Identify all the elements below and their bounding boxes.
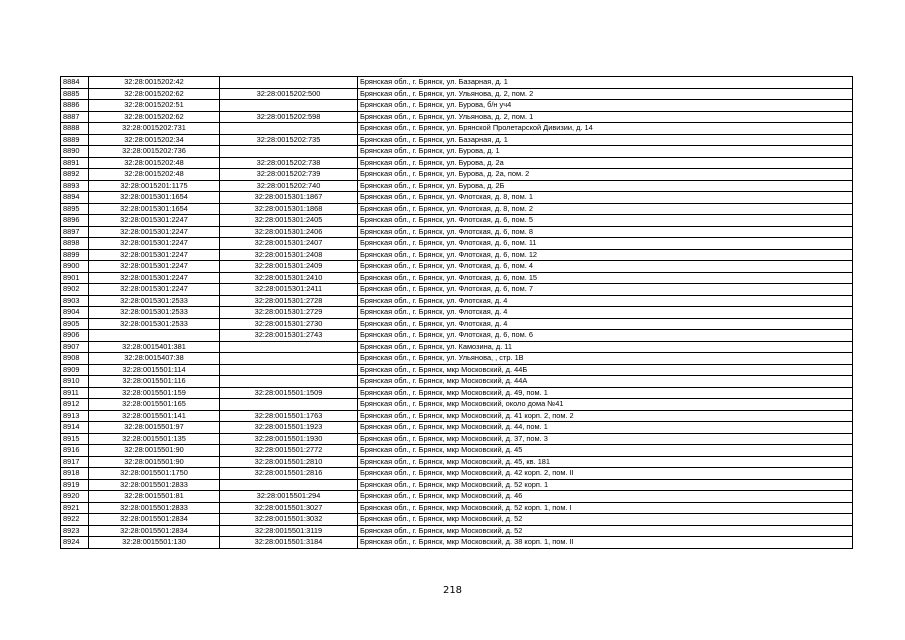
table-row xyxy=(61,77,853,89)
table-row xyxy=(61,422,853,434)
row-number-cell: 8892 xyxy=(61,169,89,181)
address-cell: Брянская обл., г. Брянск, ул. Бурова, б/н уч4 xyxy=(358,100,853,112)
table-row xyxy=(61,456,853,468)
object-cadastral-number-cell: 32:28:0015301:2406 xyxy=(220,226,358,238)
land-cadastral-number-cell: 32:28:0015401:381 xyxy=(89,341,220,353)
row-number-cell: 8913 xyxy=(61,410,89,422)
land-cadastral-number-cell: 32:28:0015202:736 xyxy=(89,146,220,158)
table-row xyxy=(61,330,853,342)
row-number-cell: 8924 xyxy=(61,537,89,549)
object-cadastral-number-cell: 32:28:0015501:1923 xyxy=(220,422,358,434)
table-row xyxy=(61,353,853,365)
land-cadastral-number-cell: 32:28:0015501:1750 xyxy=(89,468,220,480)
registry-table-body xyxy=(61,77,853,549)
object-cadastral-number-cell: 32:28:0015501:1509 xyxy=(220,387,358,399)
table-row xyxy=(61,215,853,227)
address-cell: Брянская обл., г. Брянск, ул. Флотская, д. 6, пом. 7 xyxy=(358,284,853,296)
object-cadastral-number-cell: 32:28:0015301:1867 xyxy=(220,192,358,204)
row-number-cell: 8923 xyxy=(61,525,89,537)
row-number-cell: 8885 xyxy=(61,88,89,100)
row-number-cell: 8896 xyxy=(61,215,89,227)
object-cadastral-number-cell: 32:28:0015301:2730 xyxy=(220,318,358,330)
land-cadastral-number-cell xyxy=(89,330,220,342)
row-number-cell: 8884 xyxy=(61,77,89,89)
table-row xyxy=(61,169,853,181)
table-row xyxy=(61,226,853,238)
object-cadastral-number-cell: 32:28:0015202:738 xyxy=(220,157,358,169)
row-number-cell: 8902 xyxy=(61,284,89,296)
object-cadastral-number-cell: 32:28:0015301:2410 xyxy=(220,272,358,284)
object-cadastral-number-cell: 32:28:0015501:1930 xyxy=(220,433,358,445)
address-cell: Брянская обл., г. Брянск, мкр Московский, д. 42 корп. 2, пом. II xyxy=(358,468,853,480)
land-cadastral-number-cell: 32:28:0015301:2247 xyxy=(89,215,220,227)
land-cadastral-number-cell: 32:28:0015202:62 xyxy=(89,111,220,123)
address-cell: Брянская обл., г. Брянск, мкр Московский, д. 52 корп. 1 xyxy=(358,479,853,491)
land-cadastral-number-cell: 32:28:0015501:2833 xyxy=(89,502,220,514)
row-number-cell: 8901 xyxy=(61,272,89,284)
address-cell: Брянская обл., г. Брянск, мкр Московский, д. 44, пом. 1 xyxy=(358,422,853,434)
address-cell: Брянская обл., г. Брянск, ул. Брянской Пролетарской Дивизии, д. 14 xyxy=(358,123,853,135)
object-cadastral-number-cell xyxy=(220,353,358,365)
address-cell: Брянская обл., г. Брянск, ул. Базарная, д. 1 xyxy=(358,77,853,89)
land-cadastral-number-cell: 32:28:0015501:165 xyxy=(89,399,220,411)
row-number-cell: 8891 xyxy=(61,157,89,169)
row-number-cell: 8903 xyxy=(61,295,89,307)
row-number-cell: 8922 xyxy=(61,514,89,526)
table-row xyxy=(61,387,853,399)
row-number-cell: 8906 xyxy=(61,330,89,342)
address-cell: Брянская обл., г. Брянск, мкр Московский, д. 41 корп. 2, пом. 2 xyxy=(358,410,853,422)
table-row xyxy=(61,514,853,526)
object-cadastral-number-cell: 32:28:0015501:2772 xyxy=(220,445,358,457)
address-cell: Брянская обл., г. Брянск, ул. Флотская, д. 6, пом. 6 xyxy=(358,330,853,342)
address-cell: Брянская обл., г. Брянск, ул. Флотская, д. 6, пом. 4 xyxy=(358,261,853,273)
object-cadastral-number-cell: 32:28:0015501:2810 xyxy=(220,456,358,468)
land-cadastral-number-cell: 32:28:0015501:2834 xyxy=(89,525,220,537)
table-row xyxy=(61,341,853,353)
object-cadastral-number-cell: 32:28:0015202:739 xyxy=(220,169,358,181)
object-cadastral-number-cell: 32:28:0015202:598 xyxy=(220,111,358,123)
object-cadastral-number-cell xyxy=(220,146,358,158)
table-row xyxy=(61,238,853,250)
object-cadastral-number-cell xyxy=(220,77,358,89)
land-cadastral-number-cell: 32:28:0015301:2247 xyxy=(89,261,220,273)
row-number-cell: 8918 xyxy=(61,468,89,480)
address-cell: Брянская обл., г. Брянск, ул. Бурова, д. 2а xyxy=(358,157,853,169)
land-cadastral-number-cell: 32:28:0015301:2533 xyxy=(89,307,220,319)
object-cadastral-number-cell: 32:28:0015202:740 xyxy=(220,180,358,192)
object-cadastral-number-cell: 32:28:0015501:3184 xyxy=(220,537,358,549)
land-cadastral-number-cell: 32:28:0015202:42 xyxy=(89,77,220,89)
row-number-cell: 8917 xyxy=(61,456,89,468)
address-cell: Брянская обл., г. Брянск, ул. Флотская, д. 6, пом. 15 xyxy=(358,272,853,284)
row-number-cell: 8921 xyxy=(61,502,89,514)
land-cadastral-number-cell: 32:28:0015501:90 xyxy=(89,445,220,457)
address-cell: Брянская обл., г. Брянск, ул. Флотская, д. 8, пом. 2 xyxy=(358,203,853,215)
table-row xyxy=(61,364,853,376)
land-cadastral-number-cell: 32:28:0015301:1654 xyxy=(89,192,220,204)
object-cadastral-number-cell: 32:28:0015501:3032 xyxy=(220,514,358,526)
row-number-cell: 8894 xyxy=(61,192,89,204)
table-row xyxy=(61,537,853,549)
address-cell: Брянская обл., г. Брянск, мкр Московский, д. 45, кв. 181 xyxy=(358,456,853,468)
row-number-cell: 8897 xyxy=(61,226,89,238)
land-cadastral-number-cell: 32:28:0015501:2834 xyxy=(89,514,220,526)
object-cadastral-number-cell: 32:28:0015301:2409 xyxy=(220,261,358,273)
object-cadastral-number-cell: 32:28:0015301:2411 xyxy=(220,284,358,296)
land-cadastral-number-cell: 32:28:0015202:62 xyxy=(89,88,220,100)
row-number-cell: 8904 xyxy=(61,307,89,319)
row-number-cell: 8898 xyxy=(61,238,89,250)
land-cadastral-number-cell: 32:28:0015301:1654 xyxy=(89,203,220,215)
address-cell: Брянская обл., г. Брянск, мкр Московский, д. 52 корп. 1, пом. I xyxy=(358,502,853,514)
row-number-cell: 8910 xyxy=(61,376,89,388)
address-cell: Брянская обл., г. Брянск, мкр Московский, д. 38 корп. 1, пом. II xyxy=(358,537,853,549)
row-number-cell: 8915 xyxy=(61,433,89,445)
land-cadastral-number-cell: 32:28:0015501:97 xyxy=(89,422,220,434)
object-cadastral-number-cell: 32:28:0015202:735 xyxy=(220,134,358,146)
object-cadastral-number-cell xyxy=(220,479,358,491)
object-cadastral-number-cell xyxy=(220,341,358,353)
land-cadastral-number-cell: 32:28:0015202:48 xyxy=(89,157,220,169)
object-cadastral-number-cell xyxy=(220,376,358,388)
table-row xyxy=(61,284,853,296)
table-row xyxy=(61,272,853,284)
table-row xyxy=(61,318,853,330)
address-cell: Брянская обл., г. Брянск, мкр Московский, д. 44Б xyxy=(358,364,853,376)
land-cadastral-number-cell: 32:28:0015301:2533 xyxy=(89,318,220,330)
object-cadastral-number-cell: 32:28:0015301:2405 xyxy=(220,215,358,227)
row-number-cell: 8900 xyxy=(61,261,89,273)
land-cadastral-number-cell: 32:28:0015301:2247 xyxy=(89,272,220,284)
land-cadastral-number-cell: 32:28:0015201:1175 xyxy=(89,180,220,192)
object-cadastral-number-cell: 32:28:0015301:2729 xyxy=(220,307,358,319)
row-number-cell: 8916 xyxy=(61,445,89,457)
address-cell: Брянская обл., г. Брянск, ул. Флотская, д. 4 xyxy=(358,295,853,307)
table-row xyxy=(61,468,853,480)
land-cadastral-number-cell: 32:28:0015501:2833 xyxy=(89,479,220,491)
address-cell: Брянская обл., г. Брянск, ул. Камозина, д. 11 xyxy=(358,341,853,353)
object-cadastral-number-cell: 32:28:0015202:500 xyxy=(220,88,358,100)
row-number-cell: 8899 xyxy=(61,249,89,261)
object-cadastral-number-cell: 32:28:0015501:3027 xyxy=(220,502,358,514)
address-cell: Брянская обл., г. Брянск, ул. Флотская, д. 6, пом. 11 xyxy=(358,238,853,250)
table-row xyxy=(61,111,853,123)
address-cell: Брянская обл., г. Брянск, ул. Бурова, д. 2Б xyxy=(358,180,853,192)
table-row xyxy=(61,261,853,273)
table-row xyxy=(61,203,853,215)
table-row xyxy=(61,295,853,307)
row-number-cell: 8919 xyxy=(61,479,89,491)
row-number-cell: 8888 xyxy=(61,123,89,135)
table-row xyxy=(61,410,853,422)
address-cell: Брянская обл., г. Брянск, ул. Бурова, д. 2а, пом. 2 xyxy=(358,169,853,181)
address-cell: Брянская обл., г. Брянск, ул. Флотская, д. 6, пом. 8 xyxy=(358,226,853,238)
address-cell: Брянская обл., г. Брянск, ул. Ульянова, д. 2, пом. 1 xyxy=(358,111,853,123)
object-cadastral-number-cell: 32:28:0015501:1763 xyxy=(220,410,358,422)
object-cadastral-number-cell: 32:28:0015301:2407 xyxy=(220,238,358,250)
land-cadastral-number-cell: 32:28:0015202:34 xyxy=(89,134,220,146)
row-number-cell: 8886 xyxy=(61,100,89,112)
land-cadastral-number-cell: 32:28:0015501:114 xyxy=(89,364,220,376)
land-cadastral-number-cell: 32:28:0015301:2533 xyxy=(89,295,220,307)
row-number-cell: 8895 xyxy=(61,203,89,215)
object-cadastral-number-cell: 32:28:0015501:3119 xyxy=(220,525,358,537)
land-cadastral-number-cell: 32:28:0015202:48 xyxy=(89,169,220,181)
land-cadastral-number-cell: 32:28:0015501:90 xyxy=(89,456,220,468)
land-cadastral-number-cell: 32:28:0015301:2247 xyxy=(89,226,220,238)
row-number-cell: 8908 xyxy=(61,353,89,365)
object-cadastral-number-cell: 32:28:0015301:2743 xyxy=(220,330,358,342)
land-cadastral-number-cell: 32:28:0015501:116 xyxy=(89,376,220,388)
object-cadastral-number-cell: 32:28:0015501:2816 xyxy=(220,468,358,480)
object-cadastral-number-cell xyxy=(220,399,358,411)
address-cell: Брянская обл., г. Брянск, мкр Московский, д. 52 xyxy=(358,514,853,526)
table-row xyxy=(61,399,853,411)
address-cell: Брянская обл., г. Брянск, ул. Флотская, д. 4 xyxy=(358,307,853,319)
address-cell: Брянская обл., г. Брянск, мкр Московский, д. 49, пом. 1 xyxy=(358,387,853,399)
address-cell: Брянская обл., г. Брянск, ул. Ульянова, , стр. 1В xyxy=(358,353,853,365)
land-cadastral-number-cell: 32:28:0015301:2247 xyxy=(89,284,220,296)
object-cadastral-number-cell: 32:28:0015301:2408 xyxy=(220,249,358,261)
table-row xyxy=(61,525,853,537)
row-number-cell: 8890 xyxy=(61,146,89,158)
row-number-cell: 8907 xyxy=(61,341,89,353)
object-cadastral-number-cell xyxy=(220,100,358,112)
table-row xyxy=(61,192,853,204)
address-cell: Брянская обл., г. Брянск, мкр Московский, около дома №41 xyxy=(358,399,853,411)
land-cadastral-number-cell: 32:28:0015202:51 xyxy=(89,100,220,112)
row-number-cell: 8887 xyxy=(61,111,89,123)
table-row xyxy=(61,100,853,112)
table-row xyxy=(61,134,853,146)
land-cadastral-number-cell: 32:28:0015407:38 xyxy=(89,353,220,365)
table-row xyxy=(61,376,853,388)
address-cell: Брянская обл., г. Брянск, мкр Московский, д. 46 xyxy=(358,491,853,503)
table-row xyxy=(61,479,853,491)
address-cell: Брянская обл., г. Брянск, ул. Бурова, д. 1 xyxy=(358,146,853,158)
row-number-cell: 8905 xyxy=(61,318,89,330)
row-number-cell: 8912 xyxy=(61,399,89,411)
table-row xyxy=(61,491,853,503)
row-number-cell: 8911 xyxy=(61,387,89,399)
land-cadastral-number-cell: 32:28:0015501:81 xyxy=(89,491,220,503)
row-number-cell: 8920 xyxy=(61,491,89,503)
row-number-cell: 8893 xyxy=(61,180,89,192)
object-cadastral-number-cell xyxy=(220,364,358,376)
table-row xyxy=(61,249,853,261)
address-cell: Брянская обл., г. Брянск, ул. Базарная, д. 1 xyxy=(358,134,853,146)
object-cadastral-number-cell: 32:28:0015501:294 xyxy=(220,491,358,503)
row-number-cell: 8914 xyxy=(61,422,89,434)
page-number: 218 xyxy=(442,585,463,596)
address-cell: Брянская обл., г. Брянск, ул. Флотская, д. 4 xyxy=(358,318,853,330)
table-row xyxy=(61,307,853,319)
land-cadastral-number-cell: 32:28:0015202:731 xyxy=(89,123,220,135)
land-cadastral-number-cell: 32:28:0015301:2247 xyxy=(89,249,220,261)
land-cadastral-number-cell: 32:28:0015501:135 xyxy=(89,433,220,445)
address-cell: Брянская обл., г. Брянск, мкр Московский, д. 52 xyxy=(358,525,853,537)
land-cadastral-number-cell: 32:28:0015501:141 xyxy=(89,410,220,422)
table-row xyxy=(61,445,853,457)
address-cell: Брянская обл., г. Брянск, ул. Ульянова, д. 2, пом. 2 xyxy=(358,88,853,100)
table-row xyxy=(61,146,853,158)
table-row xyxy=(61,88,853,100)
address-cell: Брянская обл., г. Брянск, мкр Московский, д. 45 xyxy=(358,445,853,457)
object-cadastral-number-cell xyxy=(220,123,358,135)
address-cell: Брянская обл., г. Брянск, мкр Московский, д. 44А xyxy=(358,376,853,388)
land-cadastral-number-cell: 32:28:0015301:2247 xyxy=(89,238,220,250)
table-row xyxy=(61,123,853,135)
land-cadastral-number-cell: 32:28:0015501:130 xyxy=(89,537,220,549)
table-row xyxy=(61,502,853,514)
table-row xyxy=(61,180,853,192)
object-cadastral-number-cell: 32:28:0015301:2728 xyxy=(220,295,358,307)
object-cadastral-number-cell: 32:28:0015301:1868 xyxy=(220,203,358,215)
address-cell: Брянская обл., г. Брянск, мкр Московский, д. 37, пом. 3 xyxy=(358,433,853,445)
address-cell: Брянская обл., г. Брянск, ул. Флотская, д. 6, пом. 12 xyxy=(358,249,853,261)
address-cell: Брянская обл., г. Брянск, ул. Флотская, д. 8, пом. 1 xyxy=(358,192,853,204)
row-number-cell: 8889 xyxy=(61,134,89,146)
land-cadastral-number-cell: 32:28:0015501:159 xyxy=(89,387,220,399)
row-number-cell: 8909 xyxy=(61,364,89,376)
registry-table xyxy=(60,76,853,549)
address-cell: Брянская обл., г. Брянск, ул. Флотская, д. 6, пом. 5 xyxy=(358,215,853,227)
table-row xyxy=(61,157,853,169)
table-row xyxy=(61,433,853,445)
